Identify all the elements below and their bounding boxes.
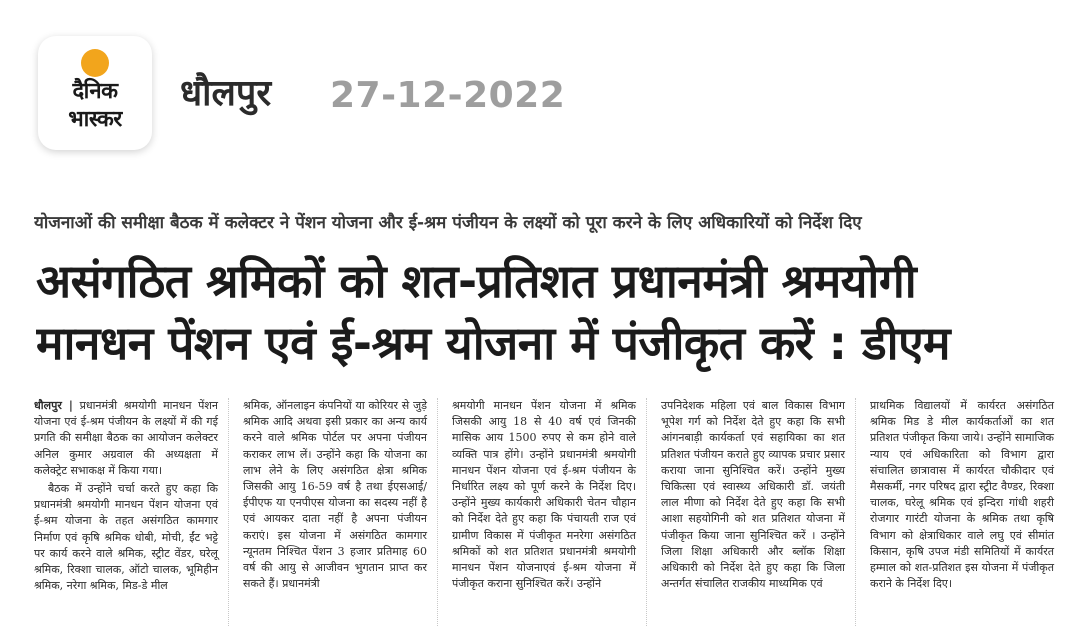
article-body xyxy=(34,398,1064,626)
page-header xyxy=(0,0,1075,165)
edition-date: 27-12-2022 xyxy=(330,75,566,116)
logo-text-line1: दैनिक xyxy=(72,79,118,104)
article-column-3 xyxy=(452,398,647,626)
headline-line-1: असंगठित श्रमिकों को शत-प्रतिशत प्रधानमंत्री श्रमयोगी xyxy=(36,254,917,308)
article-paragraph: उपनिदेशक महिला एवं बाल विकास विभाग भूपेश गर्ग को निर्देश देते हुए कहा कि सभी आंगनबाड़ी कार्यकर्ता एवं सहायिका का शत प्रतिशत पंजीयन कराते हुए व्यापक प्रचार प्रसार कराया जाना सुनिश्चित करें। उन्होंने मुख्य चिकित्सा एवं स्वास्थ्य अधिकारी डॉ. जयंती लाल मीणा को निर्देश देते हुए कहा कि सभी आशा सहयोगिनी को शत प्रतिशत योजना में पंजीकृत किया जाना सुनिश्चित करें । उन्होंने जिला शिक्षा अधिकारी और ब्लॉक शिक्षा अधिकारी को निर्देश देते हुए कहा कि जिला अन्तर्गत संचालित राजकीय माध्यमिक एवं xyxy=(661,399,845,591)
article-column-2 xyxy=(243,398,438,626)
article-column-5 xyxy=(870,398,1064,626)
logo-text-line2: भास्कर xyxy=(68,107,122,132)
dainik-bhaskar-logo xyxy=(38,36,152,150)
article-paragraph: बैठक में उन्होंने चर्चा करते हुए कहा कि प्रधानमंत्री श्रमयोगी मानधन पेंशन योजना एवं ई-श्रम योजना के तहत असंगठित कामगार निर्माण एवं कृषि श्रमिक धोबी, मोची, ईंट भट्टे पर कार्य करने वाले श्रमिक, स्ट्रीट वेंडर, घरेलू श्रमिक, रिक्शा चालक, ऑटो चालक, भूमिहीन श्रमिक, नरेगा श्रमिक, मिड-डे मील xyxy=(34,482,218,593)
article-column-4 xyxy=(661,398,856,626)
paragraph-text: प्रधानमंत्री श्रमयोगी मानधन पेंशन योजना एवं ई-श्रम पंजीयन के लक्ष्यों में की गई प्रगति की समीक्षा बैठक का आयोजन कलेक्टर अनिल कुमार अग्रवाल की अध्यक्षता में कलेक्ट्रेट सभाकक्ष में किया गया। xyxy=(34,399,219,477)
article-paragraph: श्रमिक, ऑनलाइन कंपनियों या कोरियर से जुड़े श्रमिक आदि अथवा इसी प्रकार का अन्य कार्य करने वाले श्रमिक पोर्टल पर अपना पंजीयन कराकर लाभ लें। उन्होंने कहा कि योजना का लाभ लेने के लिए असंगठित क्षेत्रा श्रमिक जिसकी आयु 16-59 वर्ष है तथा ईएसआई/ईपीएफ या एनपीएस योजना का सदस्य नहीं है एवं आयकर दाता नहीं है अपना पंजीयन कराएं। इस योजना में असंगठित कामगार न्यूनतम निश्चित पेंशन 3 हजार प्रतिमाह 60 वर्ष की आयु से आजीवन भुगतान प्राप्त कर सकते हैं। प्रधानमंत्री xyxy=(243,399,427,591)
article-paragraph: श्रमयोगी मानधन पेंशन योजना में श्रमिक जिसकी आयु 18 से 40 वर्ष एवं जिनकी मासिक आय 1500 रुपए से कम होने वाले व्यक्ति पात्र होंगे। उन्होंने प्रधानमंत्री श्रमयोगी मानधन पेंशन योजना एवं ई-श्रम पंजीयन के निर्धारित लक्ष्य को पूर्ण करने के निर्देश दिए। उन्होंने मुख्य कार्यकारी अधिकारी चेतन चौहान को निर्देश देते हुए कहा कि पंचायती राज एवं ग्रामीण विकास में पंजीकृत मनरेगा असंगठित श्रमिकों को शत प्रतिशत प्रधानमंत्री श्रमयोगी मानधन पेंशन योजनाएवं ई-श्रम योजना में पंजीकृत कराना सुनिश्चित करें। उन्होंने xyxy=(452,399,636,591)
kicker-headline: योजनाओं की समीक्षा बैठक में कलेक्टर ने पेंशन योजना और ई-श्रम पंजीयन के लक्ष्यों को पूरा करने के लिए अधिकारियों को निर्देश दिए xyxy=(34,213,862,233)
headline-line-2: मानधन पेंशन एवं ई-श्रम योजना में पंजीकृत करें : डीएम xyxy=(36,316,951,370)
article-column-1 xyxy=(34,398,229,626)
article-paragraph xyxy=(34,398,218,479)
main-headline xyxy=(36,250,1056,374)
dateline: धौलपुर | xyxy=(34,399,73,412)
sun-icon xyxy=(81,49,109,77)
article-paragraph: प्राथमिक विद्यालयों में कार्यरत असंगठित श्रमिक मिड डे मील कार्यकर्ताओं का शत प्रतिशत पंजीकृत किया जाये। उन्होंने सामाजिक न्याय एवं अधिकारिता को विभाग द्वारा संचालित छात्रावास में कार्यरत चौकीदार एवं मैसकर्मी, नगर परिषद द्वारा स्ट्रीट वैण्डर, रिक्शा चालक, घरेलू श्रमिक एवं इन्दिरा गांधी शहरी रोजगार गारंटी योजना के श्रमिक तथा कृषि विभाग को क्षेत्राधिकार वाले लघु एवं सीमांत किसान, कृषि उपज मंडी समितियों में कार्यरत हम्माल को शत-प्रतिशत इस योजना में पंजीकृत कराने के निर्देश दिए। xyxy=(870,399,1054,591)
edition-city: धौलपुर xyxy=(180,73,272,114)
